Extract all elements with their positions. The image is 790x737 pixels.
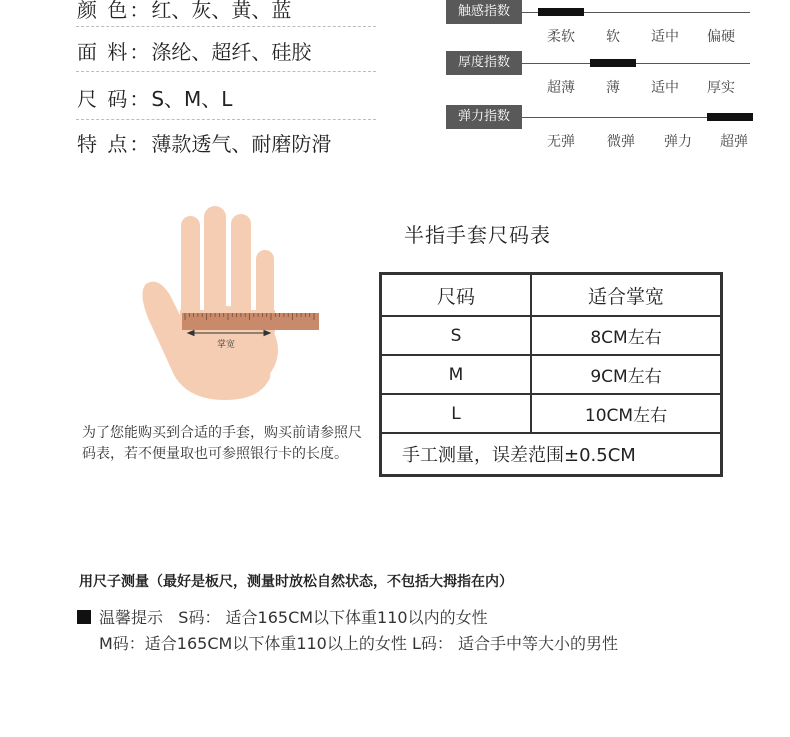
spec-fabric bbox=[77, 36, 311, 65]
spec-color bbox=[77, 0, 291, 23]
spec-color-value: 红、灰、黄、蓝 bbox=[151, 0, 292, 22]
header-width: 适合掌宽 bbox=[531, 274, 721, 316]
row-size: M bbox=[381, 355, 531, 394]
table-header-row bbox=[381, 274, 721, 316]
index-option-label: 适中 bbox=[651, 80, 679, 96]
spec-fabric-value: 涤纶、超纤、硅胶 bbox=[151, 40, 312, 64]
index-option-label: 超薄 bbox=[547, 80, 575, 96]
hand-shape bbox=[142, 206, 278, 400]
spec-divider bbox=[76, 119, 376, 120]
index-option-label: 无弹 bbox=[547, 134, 575, 150]
table-row bbox=[381, 355, 721, 394]
row-size: S bbox=[381, 316, 531, 355]
size-table bbox=[380, 273, 722, 476]
table-footer: 手工测量，误差范围±0.5CM bbox=[381, 433, 721, 475]
hand-note: 为了您能购买到合适的手套，购买前请参照尺码表，若不便量取也可参照银行卡的长度。 bbox=[82, 425, 362, 462]
index-selected-marker bbox=[590, 59, 636, 67]
index-option-label: 弹力 bbox=[664, 134, 692, 150]
index-option-label: 厚实 bbox=[707, 80, 735, 96]
row-width: 10CM左右 bbox=[531, 394, 721, 433]
tips-line-2: M码：适合165CM以下体重110以上的女性 L码： 适合手中等大小的男性 bbox=[99, 634, 618, 653]
spec-feature bbox=[77, 128, 331, 157]
spec-feature-value: 薄款透气、耐磨防滑 bbox=[151, 132, 332, 156]
index-option-label: 柔软 bbox=[547, 29, 575, 45]
table-row bbox=[381, 316, 721, 355]
index-option-label: 微弹 bbox=[607, 134, 635, 150]
measure-note: 用尺子测量（最好是板尺，测量时放松自然状态，不包括大拇指在内） bbox=[79, 574, 513, 590]
row-width: 9CM左右 bbox=[531, 355, 721, 394]
spec-size-value: S、M、L bbox=[151, 87, 233, 111]
hand-measure-illustration bbox=[130, 200, 330, 405]
spec-size bbox=[77, 83, 232, 112]
palm-width-label: 掌宽 bbox=[216, 340, 236, 350]
index-option-label: 偏硬 bbox=[707, 29, 735, 45]
spec-color-label: 颜 色： bbox=[77, 0, 152, 22]
spec-feature-label: 特 点： bbox=[77, 132, 152, 156]
spec-divider bbox=[76, 26, 376, 27]
index-selected-marker bbox=[538, 8, 584, 16]
row-width: 8CM左右 bbox=[531, 316, 721, 355]
table-row bbox=[381, 394, 721, 433]
table-footer-row bbox=[381, 433, 721, 475]
index-option-label: 适中 bbox=[651, 29, 679, 45]
bullet-square-icon bbox=[77, 610, 91, 624]
tips-line-1 bbox=[77, 605, 488, 628]
index-selected-marker bbox=[707, 113, 753, 121]
header-size: 尺码 bbox=[381, 274, 531, 316]
index-option-label: 超弹 bbox=[720, 134, 748, 150]
index-option-label: 软 bbox=[606, 29, 620, 45]
index-tag: 触感指数 bbox=[446, 0, 522, 24]
spec-fabric-label: 面 料： bbox=[77, 40, 152, 64]
index-option-label: 薄 bbox=[606, 80, 620, 96]
spec-divider bbox=[76, 71, 376, 72]
index-scale-line bbox=[522, 63, 750, 64]
size-table-title: 半指手套尺码表 bbox=[404, 223, 551, 247]
tips-line1: S码： 适合165CM以下体重110以内的女性 bbox=[178, 608, 488, 627]
index-tag: 厚度指数 bbox=[446, 51, 522, 75]
index-tag: 弹力指数 bbox=[446, 105, 522, 129]
row-size: L bbox=[381, 394, 531, 433]
spec-size-label: 尺 码： bbox=[77, 87, 152, 111]
tips-heading: 温馨提示 bbox=[99, 608, 164, 627]
